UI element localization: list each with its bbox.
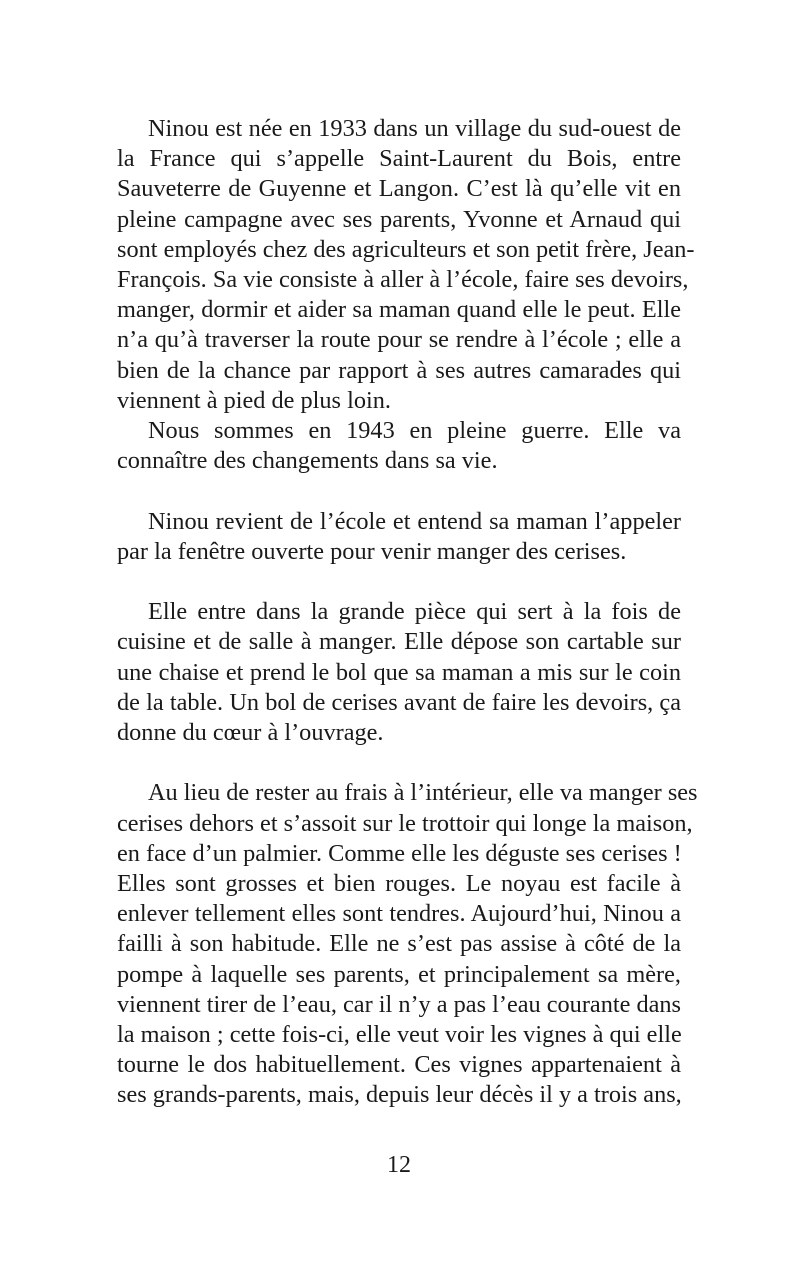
text-line: sont employés chez des agriculteurs et son petit frère, Jean- (117, 235, 695, 263)
page-number: 12 (387, 1152, 411, 1178)
text-line: pompe à laquelle ses parents, et principalement sa mère, (117, 960, 681, 988)
text-line: cuisine et de salle à manger. Elle dépose son cartable sur (117, 628, 681, 656)
text-line: pleine campagne avec ses parents, Yvonne et Arnaud qui (117, 205, 681, 233)
text-line: de la table. Un bol de cerises avant de faire les devoirs, ça (117, 688, 681, 716)
paragraph-2 (117, 416, 681, 476)
paragraph-spacer (117, 476, 681, 506)
text-line: n’a qu’à traverser la route pour se rendre à l’école ; elle a (117, 326, 681, 354)
text-line: Ninou est née en 1933 dans un village du sud-ouest de (148, 115, 681, 142)
text-line: connaître des changements dans sa vie. (117, 447, 498, 475)
paragraph-spacer (117, 748, 681, 778)
text-line: ses grands-parents, mais, depuis leur décès il y a trois ans, (117, 1081, 682, 1109)
paragraph-1 (117, 114, 695, 416)
body-text (117, 114, 698, 1111)
text-line: Ninou revient de l’école et entend sa maman l’appeler (148, 507, 681, 535)
text-line: donne du cœur à l’ouvrage. (117, 719, 384, 747)
text-line: Sauveterre de Guyenne et Langon. C’est là qu’elle vit en (117, 175, 681, 203)
text-line: viennent à pied de plus loin. (117, 386, 391, 414)
paragraph-3 (117, 507, 681, 567)
text-line: failli à son habitude. Elle ne s’est pas assise à côté de la (117, 930, 681, 958)
text-line: une chaise et prend le bol que sa maman a mis sur le coin (117, 658, 681, 686)
paragraph-5 (117, 778, 698, 1110)
paragraph-4 (117, 597, 681, 748)
text-line: manger, dormir et aider sa maman quand elle le peut. Elle (117, 296, 681, 324)
text-line: tourne le dos habituellement. Ces vignes appartenaient à (117, 1051, 681, 1079)
text-line: bien de la chance par rapport à ses autres camarades qui (117, 356, 681, 384)
text-line: viennent tirer de l’eau, car il n’y a pas l’eau courante dans (117, 990, 681, 1018)
text-line: en face d’un palmier. Comme elle les déguste ses cerises ! (117, 839, 682, 867)
text-line: Au lieu de rester au frais à l’intérieur, elle va manger ses (148, 779, 698, 807)
text-line: Nous sommes en 1943 en pleine guerre. Elle va (148, 417, 681, 445)
text-line: Elles sont grosses et bien rouges. Le noyau est facile à (117, 870, 681, 898)
text-line: par la fenêtre ouverte pour venir manger des cerises. (117, 537, 627, 565)
text-line: enlever tellement elles sont tendres. Aujourd’hui, Ninou a (117, 900, 681, 928)
text-line: la maison ; cette fois-ci, elle veut voir les vignes à qui elle (117, 1021, 682, 1049)
text-line: la France qui s’appelle Saint-Laurent du Bois, entre (117, 145, 681, 173)
paragraph-spacer (117, 567, 681, 597)
text-line: Elle entre dans la grande pièce qui sert à la fois de (148, 598, 681, 626)
text-line: cerises dehors et s’assoit sur le trottoir qui longe la maison, (117, 809, 693, 837)
text-line: François. Sa vie consiste à aller à l’école, faire ses devoirs, (117, 266, 689, 294)
